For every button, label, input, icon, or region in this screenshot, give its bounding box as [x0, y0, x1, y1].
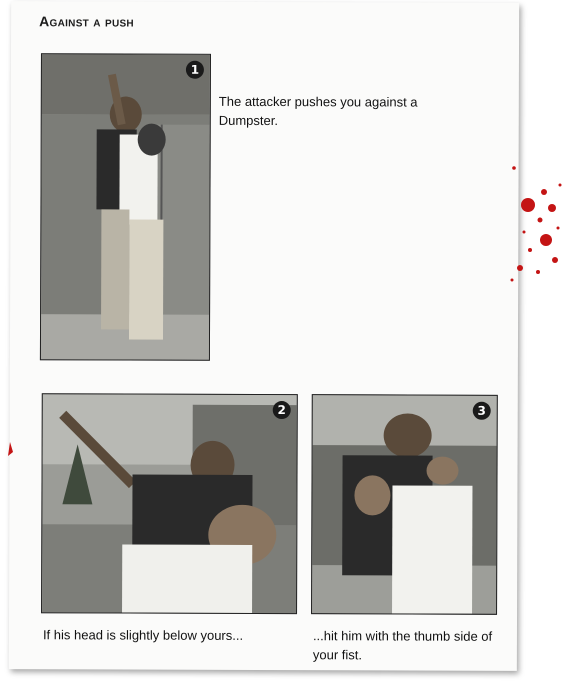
- step-3-caption: ...hit him with the thumb side of your fist.: [312, 628, 493, 663]
- photo-2-image: [42, 394, 297, 613]
- photo-1-image: [41, 54, 210, 360]
- photo-step-2: [41, 393, 298, 614]
- section-heading: Against a push: [39, 13, 134, 30]
- photo-step-3: [311, 394, 498, 615]
- blood-splatter-icon: [500, 150, 580, 340]
- step-1-caption: The attacker pushes you against a Dumpster.: [218, 93, 418, 129]
- step-1-badge: 1: [186, 61, 204, 79]
- photo-3-image: [312, 395, 497, 614]
- blood-drop-icon: [4, 440, 16, 460]
- book-page: [9, 1, 519, 671]
- photo-step-1: [40, 53, 211, 361]
- step-2-badge: 2: [273, 401, 291, 419]
- step-3-badge: 3: [473, 402, 491, 420]
- step-2-caption: If his head is slightly below yours...: [42, 627, 244, 643]
